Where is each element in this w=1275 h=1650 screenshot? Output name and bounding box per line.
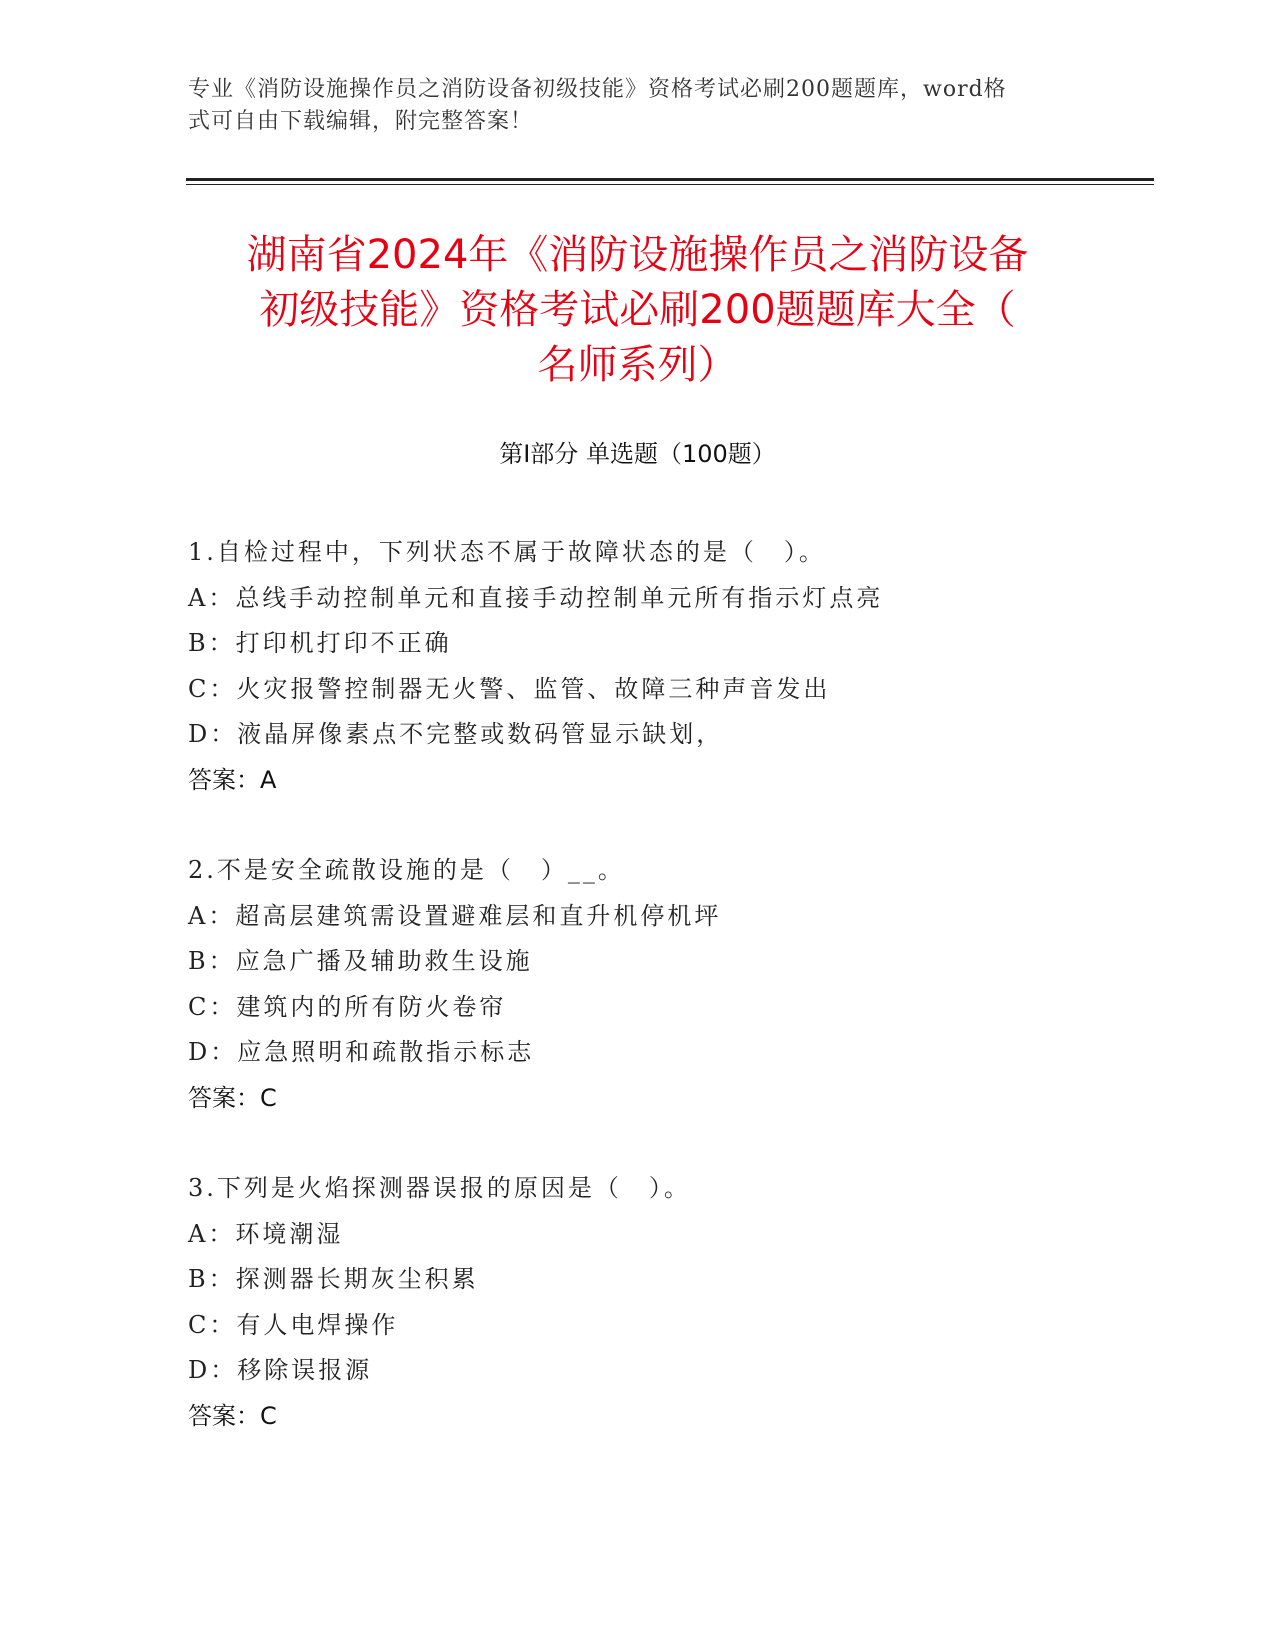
option-b: B：应急广播及辅助救生设施	[188, 947, 533, 975]
question-stem: 2.不是安全疏散设施的是（ ）__。	[188, 856, 625, 884]
option-c: C：建筑内的所有防火卷帘	[188, 992, 507, 1021]
option-d: D：应急照明和疏散指示标志	[188, 1038, 535, 1066]
question-item	[188, 530, 1088, 803]
question-stem: 3.下列是火焰探测器误报的原因是（ ）。	[188, 1174, 691, 1202]
option-d: D：移除误报源	[188, 1356, 373, 1384]
option-c: C：有人电焊操作	[188, 1310, 399, 1339]
header-divider-thin	[186, 184, 1154, 185]
header-note-line-2: 式可自由下载编辑，附完整答案！	[188, 109, 534, 134]
section-title: 第Ⅰ部分 单选题（100题）	[499, 440, 776, 468]
question-item	[188, 848, 1088, 1121]
document-title	[150, 228, 1125, 393]
option-a: A：环境潮湿	[188, 1219, 344, 1248]
header-divider-thick	[186, 178, 1154, 181]
answer-line: 答案：C	[188, 1401, 277, 1430]
header-note-line-1: 专业《消防设施操作员之消防设备初级技能》资格考试必刷200题题库，word格	[188, 77, 1007, 102]
option-d: D：液晶屏像素点不完整或数码管显示缺划，	[188, 720, 724, 748]
title-line-1: 湖南省2024年《消防设施操作员之消防设备	[246, 232, 1029, 278]
answer-line: 答案：A	[188, 765, 277, 794]
option-b: B：探测器长期灰尘积累	[188, 1265, 479, 1293]
title-line-3: 名师系列）	[537, 342, 738, 388]
answer-line: 答案：C	[188, 1083, 277, 1112]
option-a: A：总线手动控制单元和直接手动控制单元所有指示灯点亮	[188, 583, 884, 612]
question-stem: 1.自检过程中，下列状态不属于故障状态的是（ ）。	[188, 538, 826, 566]
header-note	[188, 74, 1068, 138]
option-a: A：超高层建筑需设置避难层和直升机停机坪	[188, 901, 722, 930]
title-line-2: 初级技能》资格考试必刷200题题库大全（	[259, 287, 1016, 333]
option-b: B：打印机打印不正确	[188, 629, 452, 657]
question-item	[188, 1166, 1088, 1439]
option-c: C：火灾报警控制器无火警、监管、故障三种声音发出	[188, 674, 831, 703]
